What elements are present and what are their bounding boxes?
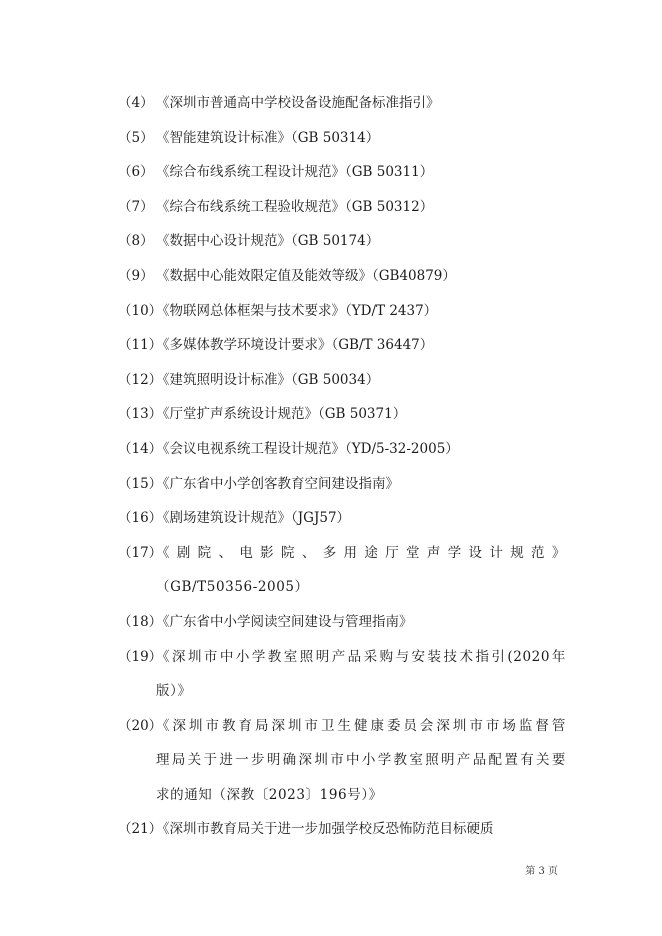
reference-number: （6） (118, 164, 154, 181)
reference-title (156, 605, 566, 640)
reference-title (156, 363, 566, 398)
reference-line: 《深圳市教育局深圳市卫生健康委员会深圳市市场监督管 (156, 717, 566, 734)
reference-title (156, 294, 566, 329)
reference-number: （18） (118, 613, 163, 630)
reference-item (118, 294, 566, 329)
reference-line: （GB/T50356-2005） (156, 579, 309, 596)
reference-item (118, 397, 566, 432)
reference-title (156, 328, 566, 363)
reference-title (156, 190, 566, 225)
reference-title (156, 709, 566, 813)
reference-line: 《广东省中小学阅读空间建设与管理指南》 (156, 613, 413, 630)
reference-title (156, 397, 566, 432)
reference-number: （10） (118, 302, 163, 319)
reference-number: （12） (118, 371, 163, 388)
reference-line: 《建筑照明设计标准》（GB 50034） (156, 371, 380, 388)
reference-line: 《会议电视系统工程设计规范》（YD/5-32-2005） (156, 440, 459, 457)
reference-number: （7） (118, 198, 154, 215)
reference-line: 《深圳市普通高中学校设备设施配备标准指引》 (156, 95, 440, 111)
reference-item (118, 190, 566, 225)
reference-number: （8） (118, 233, 154, 250)
reference-number: （21） (118, 821, 163, 838)
reference-number: （13） (118, 406, 163, 423)
reference-item (118, 363, 566, 398)
reference-line: 《厅堂扩声系统设计规范》（GB 50371） (156, 406, 407, 423)
reference-item (118, 224, 566, 259)
reference-line: 版）》 (156, 683, 192, 700)
reference-item (118, 605, 566, 640)
reference-item (118, 536, 566, 605)
reference-line: 《数据中心设计规范》（GB 50174） (156, 233, 380, 250)
reference-item (118, 259, 566, 294)
reference-line: 《数据中心能效限定值及能效等级》（GB40879） (156, 267, 456, 284)
reference-item (118, 328, 566, 363)
reference-line: 《物联网总体框架与技术要求》（YD/T 2437） (156, 302, 438, 319)
reference-number: （4） (118, 95, 154, 111)
reference-title (156, 224, 566, 259)
reference-line: 《深圳市教育局关于进一步加强学校反恐怖防范目标硬质 (156, 821, 494, 838)
reference-line: 《多媒体教学环境设计要求》（GB/T 36447） (156, 337, 434, 354)
reference-item (118, 86, 566, 121)
reference-number: （19） (118, 648, 163, 665)
reference-line: 理局关于进一步明确深圳市中小学教室照明产品配置有关要 (156, 752, 566, 769)
reference-number: （15） (118, 475, 163, 492)
reference-item (118, 467, 566, 502)
reference-item (118, 432, 566, 467)
reference-title (156, 432, 566, 467)
reference-line: 《剧场建筑设计规范》（JGJ57） (156, 510, 351, 527)
reference-line: 《深圳市中小学教室照明产品采购与安装技术指引(2020年 (156, 648, 566, 665)
reference-item (118, 155, 566, 190)
reference-title (156, 121, 566, 156)
reference-line: 《剧院、电影院、多用途厅堂声学设计规范》 (156, 544, 566, 561)
page-number: 第 3 页 (525, 866, 558, 877)
reference-title (156, 467, 566, 502)
reference-item (118, 812, 566, 847)
reference-number: （14） (118, 440, 163, 457)
reference-line: 《综合布线系统工程设计规范》（GB 50311） (156, 164, 434, 181)
reference-line: 《综合布线系统工程验收规范》（GB 50312） (156, 198, 434, 215)
reference-title (156, 536, 566, 605)
reference-title (156, 640, 566, 709)
reference-number: （9） (118, 267, 154, 284)
reference-line: 求的通知（深教〔2023〕196号）》 (156, 786, 383, 803)
reference-item (118, 640, 566, 709)
reference-list (118, 86, 566, 847)
reference-item (118, 709, 566, 813)
reference-title (156, 501, 566, 536)
reference-item (118, 501, 566, 536)
reference-title (156, 86, 566, 121)
reference-number: （11） (118, 337, 163, 354)
reference-number: （5） (118, 129, 154, 146)
reference-title (156, 155, 566, 190)
reference-number: （16） (118, 510, 163, 527)
reference-title (156, 812, 566, 847)
reference-number: （20） (118, 717, 163, 734)
reference-line: 《智能建筑设计标准》（GB 50314） (156, 129, 380, 146)
reference-item (118, 121, 566, 156)
reference-title (156, 259, 566, 294)
reference-number: （17） (118, 544, 163, 561)
reference-line: 《广东省中小学创客教育空间建设指南》 (156, 475, 399, 492)
